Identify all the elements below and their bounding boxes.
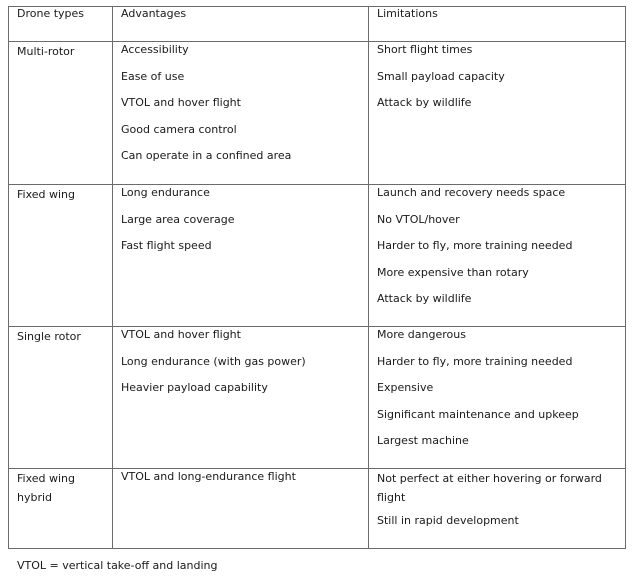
limitations-cell (369, 42, 626, 185)
advantage-item: Accessibility (121, 43, 189, 56)
advantage-item: Can operate in a confined area (121, 149, 292, 162)
limitation-item: Harder to fly, more training needed (377, 354, 573, 368)
table-row-multi-rotor (9, 42, 626, 185)
advantage-item: Good camera control (121, 122, 237, 136)
table-row-fixed-wing (9, 185, 626, 327)
drone-type-label: Fixed wing hybrid (17, 472, 76, 504)
drone-type-label: Fixed wing (17, 188, 76, 201)
advantages-cell (113, 469, 369, 549)
advantage-item: Large area coverage (121, 212, 235, 226)
limitation-item: Largest machine (377, 434, 469, 447)
advantage-item: Heavier payload capability (121, 381, 268, 394)
limitation-item: Not perfect at either hovering or forward flight (377, 472, 602, 504)
advantage-item: VTOL and hover flight (121, 328, 241, 341)
table-row-fixed-wing-hybrid (9, 469, 626, 549)
advantage-item: Long endurance (121, 186, 210, 199)
limitation-item: More expensive than rotary (377, 265, 529, 279)
drone-type-cell (9, 42, 113, 185)
drone-type-label: Multi-rotor (17, 45, 75, 58)
limitation-item: Expensive (377, 381, 434, 394)
table-row-single-rotor (9, 327, 626, 469)
limitation-item: Harder to fly, more training needed (377, 239, 573, 252)
advantage-item: Long endurance (with gas power) (121, 354, 306, 368)
advantages-cell (113, 185, 369, 327)
advantages-cell (113, 42, 369, 185)
limitation-item: Short flight times (377, 43, 473, 56)
advantage-item: VTOL and long-endurance flight (121, 470, 296, 483)
limitation-item: Small payload capacity (377, 69, 505, 83)
limitation-item: More dangerous (377, 328, 466, 341)
limitations-cell (369, 327, 626, 469)
limitations-cell (369, 185, 626, 327)
limitation-item: Attack by wildlife (377, 292, 472, 305)
advantages-cell (113, 327, 369, 469)
advantage-item: VTOL and hover flight (121, 96, 241, 109)
advantage-item: Ease of use (121, 69, 185, 83)
limitation-item: No VTOL/hover (377, 212, 460, 226)
drone-type-cell (9, 327, 113, 469)
footnote: VTOL = vertical take-off and landing (17, 559, 218, 572)
drone-type-label: Single rotor (17, 330, 81, 343)
header-row (9, 7, 626, 42)
header-advantages: Advantages (113, 7, 369, 42)
header-limitations: Limitations (369, 7, 626, 42)
limitation-item: Attack by wildlife (377, 96, 472, 109)
limitation-item: Significant maintenance and upkeep (377, 407, 579, 421)
limitations-cell (369, 469, 626, 549)
limitation-item: Launch and recovery needs space (377, 186, 566, 199)
drone-comparison-table (8, 6, 626, 549)
advantage-item: Fast flight speed (121, 239, 212, 252)
drone-type-cell (9, 469, 113, 549)
limitation-item: Still in rapid development (377, 514, 519, 527)
header-drone-types: Drone types (9, 7, 113, 42)
drone-type-cell (9, 185, 113, 327)
